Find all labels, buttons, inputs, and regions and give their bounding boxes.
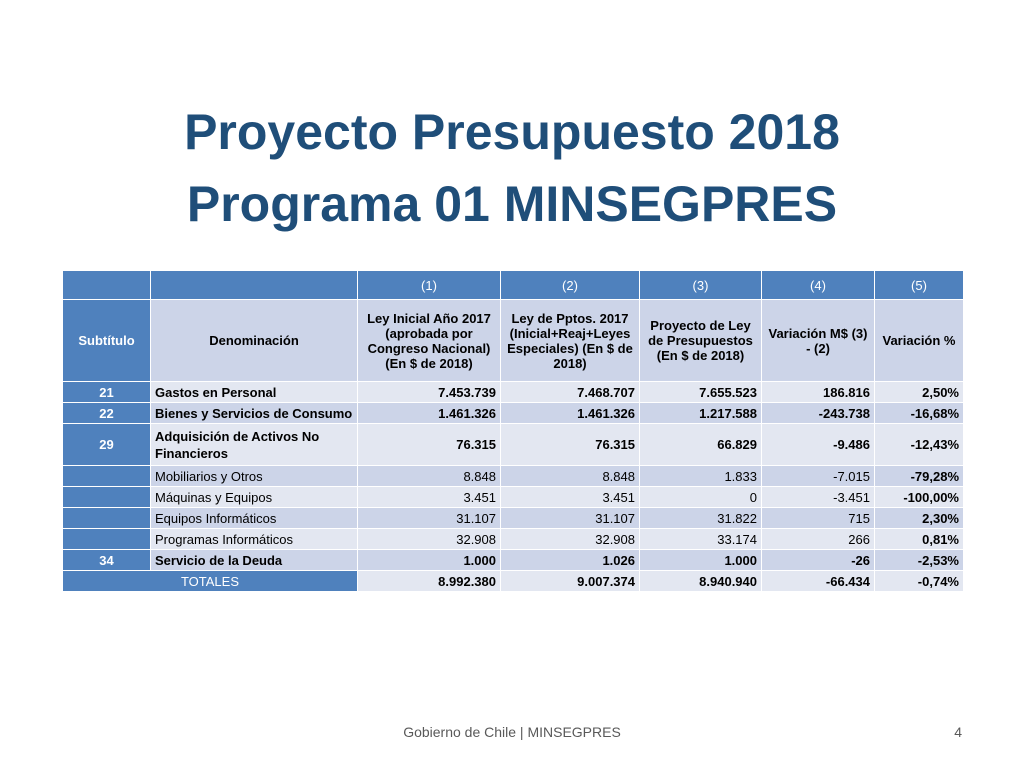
cell-subtitulo (63, 487, 151, 508)
cell-value-5: -79,28% (875, 466, 964, 487)
page-number: 4 (954, 724, 962, 740)
col-number-1: (1) (358, 271, 501, 300)
column-number-row (63, 271, 964, 300)
header-proyecto-ley: Proyecto de Ley de Presupuestos (En $ de 2018) (640, 300, 762, 382)
cell-denominacion: Máquinas y Equipos (151, 487, 358, 508)
cell-value-4: -3.451 (762, 487, 875, 508)
budget-table (62, 270, 964, 592)
header-label-row (63, 300, 964, 382)
title-line-2: Programa 01 MINSEGPRES (186, 176, 838, 232)
totals-label: TOTALES (63, 571, 358, 592)
header-subtitulo: Subtítulo (63, 300, 151, 382)
total-value-2: 9.007.374 (501, 571, 640, 592)
header-ley-inicial: Ley Inicial Año 2017 (aprobada por Congreso Nacional) (En $ de 2018) (358, 300, 501, 382)
cell-value-5: 2,50% (875, 382, 964, 403)
table-row (63, 403, 964, 424)
header-variacion-ms: Variación M$ (3) - (2) (762, 300, 875, 382)
cell-value-2: 1.461.326 (501, 403, 640, 424)
cell-subtitulo: 22 (63, 403, 151, 424)
totals-row (63, 571, 964, 592)
table-row (63, 487, 964, 508)
cell-subtitulo: 34 (63, 550, 151, 571)
table-row (63, 466, 964, 487)
table-row (63, 382, 964, 403)
cell-denominacion: Bienes y Servicios de Consumo (151, 403, 358, 424)
slide-title (0, 96, 1024, 240)
cell-value-4: 186.816 (762, 382, 875, 403)
total-value-3: 8.940.940 (640, 571, 762, 592)
cell-value-4: 715 (762, 508, 875, 529)
cell-value-1: 8.848 (358, 466, 501, 487)
col-number-4: (4) (762, 271, 875, 300)
cell-denominacion: Gastos en Personal (151, 382, 358, 403)
cell-value-2: 8.848 (501, 466, 640, 487)
cell-denominacion: Equipos Informáticos (151, 508, 358, 529)
cell-value-4: -7.015 (762, 466, 875, 487)
cell-subtitulo: 21 (63, 382, 151, 403)
cell-value-2: 1.026 (501, 550, 640, 571)
cell-value-3: 1.833 (640, 466, 762, 487)
cell-value-3: 7.655.523 (640, 382, 762, 403)
total-value-1: 8.992.380 (358, 571, 501, 592)
cell-value-1: 1.461.326 (358, 403, 501, 424)
cell-value-3: 0 (640, 487, 762, 508)
cell-value-2: 7.468.707 (501, 382, 640, 403)
empty-header-cell (63, 271, 151, 300)
cell-value-5: -2,53% (875, 550, 964, 571)
header-denominacion: Denominación (151, 300, 358, 382)
cell-value-1: 32.908 (358, 529, 501, 550)
cell-value-4: -9.486 (762, 424, 875, 466)
header-variacion-pct: Variación % (875, 300, 964, 382)
table-row (63, 550, 964, 571)
table-row (63, 424, 964, 466)
header-ley-pptos: Ley de Pptos. 2017 (Inicial+Reaj+Leyes Especiales) (En $ de 2018) (501, 300, 640, 382)
cell-value-1: 1.000 (358, 550, 501, 571)
table-row (63, 508, 964, 529)
cell-value-4: -26 (762, 550, 875, 571)
cell-value-3: 66.829 (640, 424, 762, 466)
cell-value-5: 0,81% (875, 529, 964, 550)
cell-value-1: 31.107 (358, 508, 501, 529)
cell-value-2: 32.908 (501, 529, 640, 550)
col-number-2: (2) (501, 271, 640, 300)
total-value-5: -0,74% (875, 571, 964, 592)
cell-value-5: -100,00% (875, 487, 964, 508)
total-value-4: -66.434 (762, 571, 875, 592)
cell-subtitulo (63, 508, 151, 529)
table-row (63, 529, 964, 550)
empty-header-cell (151, 271, 358, 300)
cell-value-1: 7.453.739 (358, 382, 501, 403)
cell-subtitulo: 29 (63, 424, 151, 466)
cell-value-3: 31.822 (640, 508, 762, 529)
title-line-1: Proyecto Presupuesto 2018 (184, 104, 840, 160)
cell-value-3: 33.174 (640, 529, 762, 550)
col-number-5: (5) (875, 271, 964, 300)
cell-value-2: 3.451 (501, 487, 640, 508)
cell-denominacion: Mobiliarios y Otros (151, 466, 358, 487)
cell-value-3: 1.000 (640, 550, 762, 571)
cell-value-5: 2,30% (875, 508, 964, 529)
cell-value-1: 76.315 (358, 424, 501, 466)
cell-subtitulo (63, 529, 151, 550)
cell-denominacion: Servicio de la Deuda (151, 550, 358, 571)
slide-footer: Gobierno de Chile | MINSEGPRES (403, 724, 621, 740)
cell-value-1: 3.451 (358, 487, 501, 508)
cell-value-3: 1.217.588 (640, 403, 762, 424)
cell-value-4: 266 (762, 529, 875, 550)
cell-value-5: -12,43% (875, 424, 964, 466)
cell-value-4: -243.738 (762, 403, 875, 424)
cell-subtitulo (63, 466, 151, 487)
cell-value-2: 76.315 (501, 424, 640, 466)
cell-denominacion: Adquisición de Activos No Financieros (151, 424, 358, 466)
cell-value-2: 31.107 (501, 508, 640, 529)
col-number-3: (3) (640, 271, 762, 300)
cell-denominacion: Programas Informáticos (151, 529, 358, 550)
cell-value-5: -16,68% (875, 403, 964, 424)
